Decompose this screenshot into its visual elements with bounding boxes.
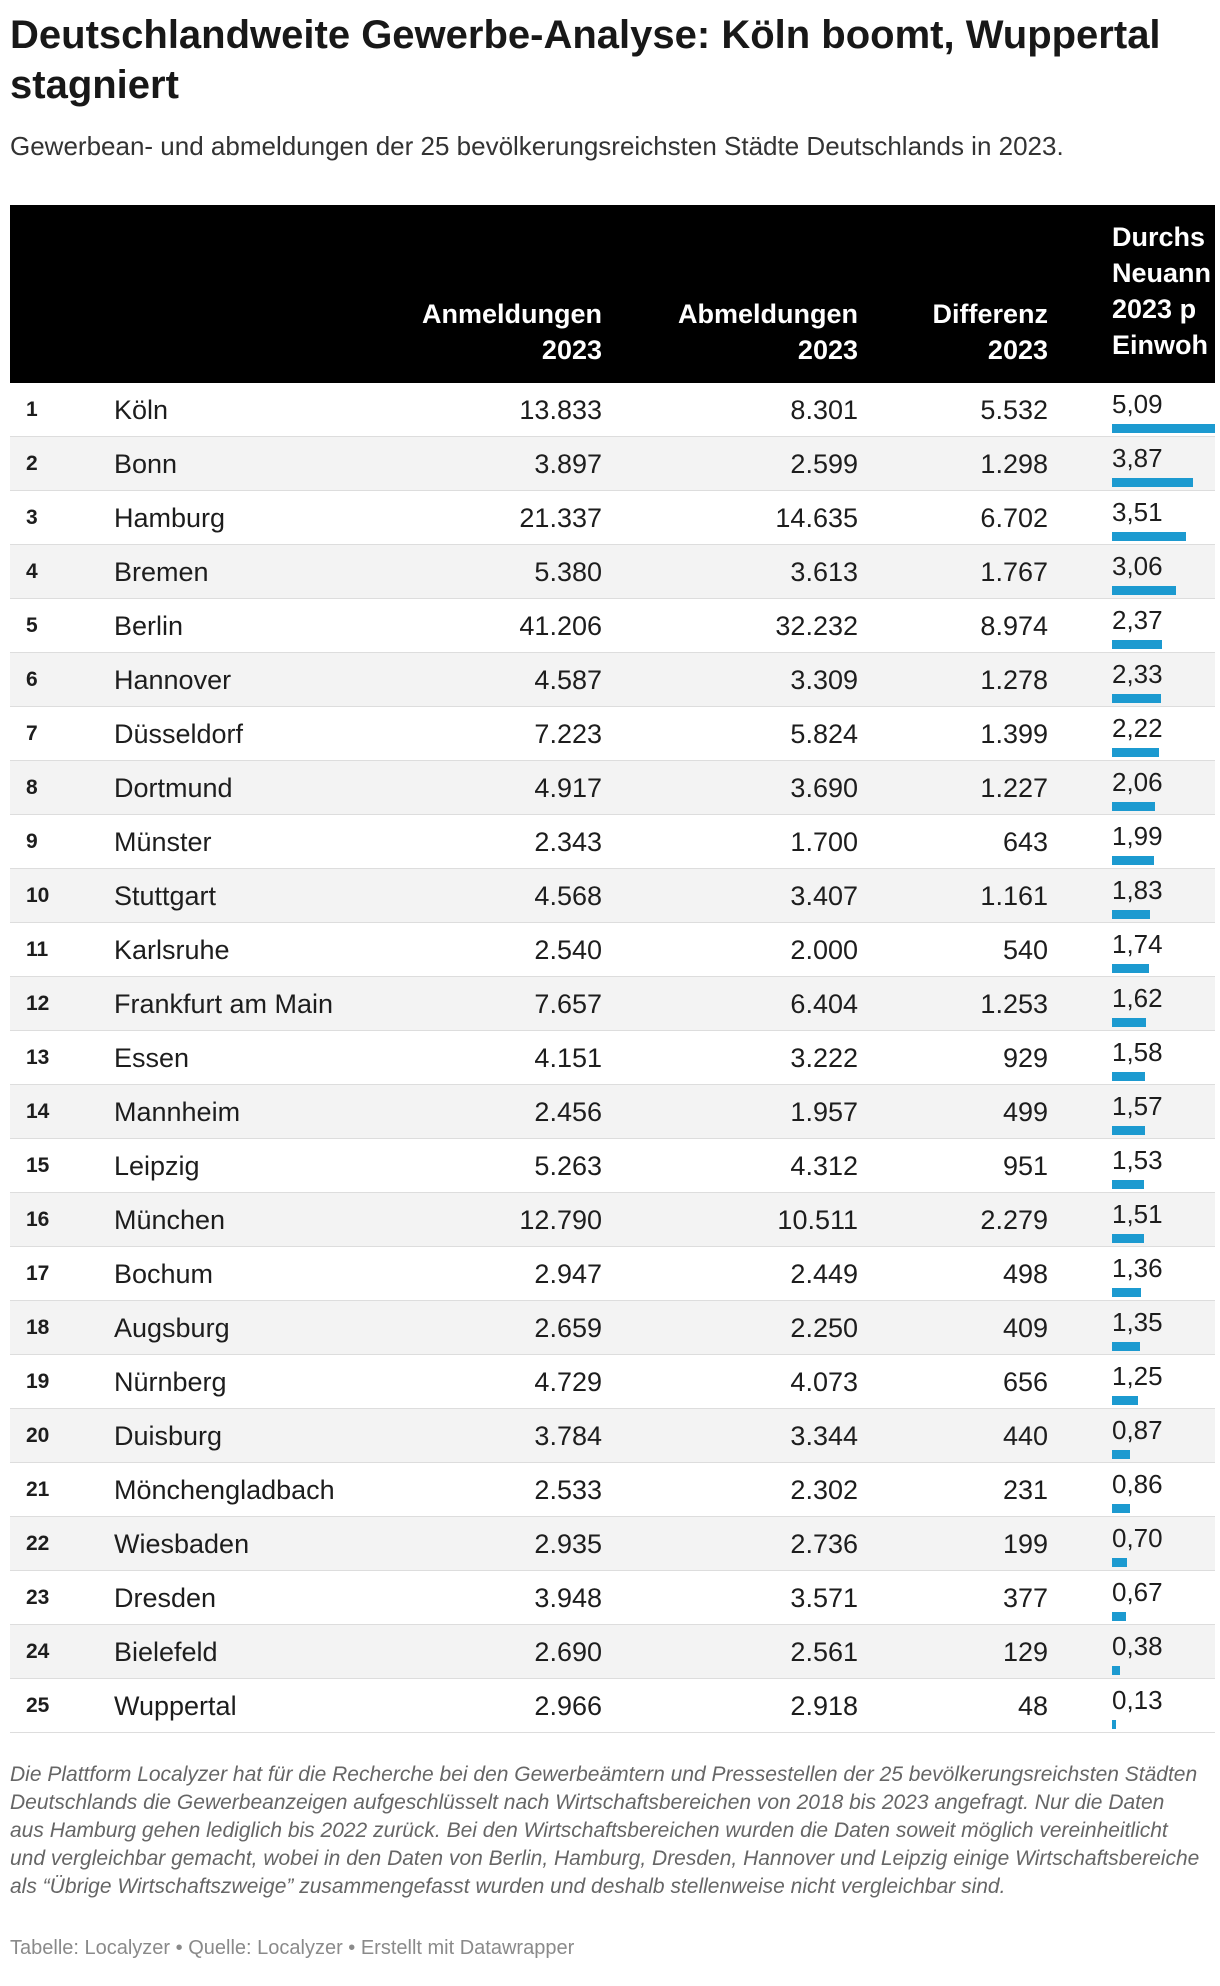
- neuanmeldungen-cell: [1112, 707, 1215, 760]
- city-name: Augsburg: [114, 1313, 230, 1343]
- neuanmeldungen-value: 1,25: [1112, 1361, 1163, 1391]
- rank-label: 21: [26, 1478, 50, 1501]
- anmeldungen-value: 3.948: [534, 1583, 602, 1613]
- abmeldungen-value: 2.736: [790, 1529, 858, 1559]
- neuanmeldungen-bar: [1112, 640, 1162, 649]
- neuanmeldungen-cell: [1112, 1355, 1215, 1408]
- abmeldungen-value: 8.301: [790, 395, 858, 425]
- differenz-value: 951: [1002, 1151, 1048, 1181]
- table-row: [10, 923, 1215, 977]
- neuanmeldungen-value: 0,87: [1112, 1415, 1163, 1445]
- neuanmeldungen-bar: [1112, 1666, 1120, 1675]
- neuanmeldungen-value: 1,83: [1112, 875, 1163, 905]
- city-name: Stuttgart: [114, 881, 217, 911]
- city-name: Berlin: [114, 611, 184, 641]
- neuanmeldungen-cell: [1112, 545, 1215, 598]
- rank-label: 15: [26, 1154, 50, 1177]
- abmeldungen-value: 2.250: [790, 1313, 858, 1343]
- neuanmeldungen-cell: [1112, 1517, 1215, 1570]
- table-row: [10, 1193, 1215, 1247]
- neuanmeldungen-bar: [1112, 1720, 1116, 1729]
- neuanmeldungen-value: 0,38: [1112, 1631, 1163, 1661]
- table-row: [10, 1463, 1215, 1517]
- city-name: Mannheim: [114, 1097, 241, 1127]
- neuanmeldungen-bar: [1112, 856, 1154, 865]
- neuanmeldungen-bar: [1112, 1288, 1141, 1297]
- anmeldungen-value: 5.263: [534, 1151, 602, 1181]
- differenz-value: 498: [1002, 1259, 1048, 1289]
- data-table: [10, 205, 1215, 1733]
- neuanmeldungen-cell: [1112, 1193, 1215, 1246]
- anmeldungen-value: 2.659: [534, 1313, 602, 1343]
- neuanmeldungen-bar: [1112, 1234, 1144, 1243]
- neuanmeldungen-cell: [1112, 491, 1215, 544]
- rank-label: 10: [26, 884, 50, 907]
- abmeldungen-value: 3.571: [790, 1583, 858, 1613]
- abmeldungen-value: 10.511: [777, 1205, 858, 1235]
- table-row: [10, 1679, 1215, 1733]
- table-row: [10, 437, 1215, 491]
- rank-label: 5: [26, 614, 38, 637]
- neuanmeldungen-bar: [1112, 1342, 1140, 1351]
- neuanmeldungen-cell: [1112, 1301, 1215, 1354]
- rank-label: 19: [26, 1370, 50, 1393]
- table-row: [10, 815, 1215, 869]
- anmeldungen-value: 4.587: [534, 665, 602, 695]
- rank-label: 22: [26, 1532, 50, 1555]
- neuanmeldungen-value: 1,57: [1112, 1091, 1163, 1121]
- differenz-value: 1.278: [980, 665, 1048, 695]
- table-row: [10, 1085, 1215, 1139]
- anmeldungen-value: 13.833: [519, 395, 602, 425]
- rank-label: 17: [26, 1262, 50, 1285]
- city-name: Dortmund: [114, 773, 233, 803]
- table-row: [10, 1355, 1215, 1409]
- differenz-value: 1.227: [980, 773, 1048, 803]
- neuanmeldungen-value: 3,06: [1112, 551, 1163, 581]
- anmeldungen-value: 2.966: [534, 1691, 602, 1721]
- differenz-value: 231: [1002, 1475, 1048, 1505]
- neuanmeldungen-cell: [1112, 815, 1215, 868]
- neuanmeldungen-value: 0,70: [1112, 1523, 1163, 1553]
- rank-label: 14: [26, 1100, 50, 1123]
- neuanmeldungen-value: 2,22: [1112, 713, 1163, 743]
- neuanmeldungen-bar: [1112, 1450, 1130, 1459]
- table-row: [10, 1625, 1215, 1679]
- header-neuanmeldungen[interactable]: Durchs Neuann 2023 p Einwoh: [1112, 222, 1212, 360]
- chart-footer: Tabelle: Localyzer • Quelle: Localyzer • Erstellt mit Datawrapper: [10, 1937, 575, 1959]
- differenz-value: 499: [1002, 1097, 1048, 1127]
- neuanmeldungen-cell: [1112, 1031, 1215, 1084]
- abmeldungen-value: 3.613: [790, 557, 858, 587]
- abmeldungen-value: 3.344: [790, 1421, 858, 1451]
- neuanmeldungen-value: 2,33: [1112, 659, 1163, 689]
- table-row: [10, 1517, 1215, 1571]
- differenz-value: 409: [1002, 1313, 1048, 1343]
- neuanmeldungen-cell: [1112, 1625, 1215, 1678]
- rank-label: 8: [26, 776, 38, 799]
- rank-label: 25: [26, 1694, 50, 1717]
- anmeldungen-value: 7.223: [534, 719, 602, 749]
- city-name: Frankfurt am Main: [114, 989, 334, 1019]
- neuanmeldungen-value: 0,13: [1112, 1685, 1163, 1715]
- abmeldungen-value: 4.073: [790, 1367, 858, 1397]
- city-name: Wuppertal: [114, 1691, 237, 1721]
- rank-label: 1: [26, 398, 38, 421]
- rank-label: 6: [26, 668, 38, 691]
- neuanmeldungen-bar: [1112, 424, 1215, 433]
- neuanmeldungen-value: 1,35: [1112, 1307, 1163, 1337]
- neuanmeldungen-cell: [1112, 1085, 1215, 1138]
- neuanmeldungen-value: 1,62: [1112, 983, 1163, 1013]
- neuanmeldungen-bar: [1112, 694, 1161, 703]
- neuanmeldungen-value: 1,53: [1112, 1145, 1163, 1175]
- city-name: Bochum: [114, 1259, 214, 1289]
- rank-label: 23: [26, 1586, 50, 1609]
- table-row: [10, 1301, 1215, 1355]
- city-name: Hamburg: [114, 503, 226, 533]
- neuanmeldungen-bar: [1112, 478, 1193, 487]
- neuanmeldungen-bar: [1112, 964, 1149, 973]
- anmeldungen-value: 3.897: [534, 449, 602, 479]
- abmeldungen-value: 2.449: [790, 1259, 858, 1289]
- differenz-value: 129: [1002, 1637, 1048, 1667]
- city-name: Leipzig: [114, 1151, 200, 1181]
- neuanmeldungen-bar: [1112, 1612, 1126, 1621]
- rank-label: 9: [26, 830, 38, 853]
- table-row: [10, 545, 1215, 599]
- differenz-value: 1.767: [980, 557, 1048, 587]
- chart-title: Deutschlandweite Gewerbe-Analyse: Köln boomt, Wuppertal stagniert: [10, 13, 1161, 107]
- table-row: [10, 599, 1215, 653]
- city-name: Düsseldorf: [114, 719, 244, 749]
- city-name: Köln: [114, 395, 169, 425]
- city-name: Bonn: [114, 449, 178, 479]
- differenz-value: 540: [1002, 935, 1048, 965]
- neuanmeldungen-value: 1,51: [1112, 1199, 1163, 1229]
- table-header: [10, 205, 1215, 383]
- table-row: [10, 491, 1215, 545]
- differenz-value: 48: [1017, 1691, 1048, 1721]
- header-differenz[interactable]: Differenz 2023: [932, 299, 1048, 365]
- city-name: Duisburg: [114, 1421, 223, 1451]
- anmeldungen-value: 4.151: [534, 1043, 602, 1073]
- rank-label: 11: [26, 938, 49, 961]
- anmeldungen-value: 4.917: [534, 773, 602, 803]
- neuanmeldungen-cell: [1112, 923, 1215, 976]
- neuanmeldungen-bar: [1112, 1180, 1144, 1189]
- abmeldungen-value: 14.635: [775, 503, 858, 533]
- table-body: [10, 383, 1215, 1733]
- neuanmeldungen-bar: [1112, 1504, 1130, 1513]
- neuanmeldungen-value: 1,99: [1112, 821, 1163, 851]
- differenz-value: 1.161: [980, 881, 1048, 911]
- table-row: [10, 761, 1215, 815]
- differenz-value: 1.298: [980, 449, 1048, 479]
- neuanmeldungen-bar: [1112, 1126, 1145, 1135]
- differenz-value: 929: [1002, 1043, 1048, 1073]
- neuanmeldungen-bar: [1112, 1018, 1146, 1027]
- abmeldungen-value: 2.918: [790, 1691, 858, 1721]
- rank-label: 24: [26, 1640, 50, 1663]
- differenz-value: 199: [1002, 1529, 1048, 1559]
- abmeldungen-value: 1.957: [790, 1097, 858, 1127]
- neuanmeldungen-bar: [1112, 586, 1176, 595]
- city-name: Nürnberg: [114, 1367, 227, 1397]
- neuanmeldungen-bar: [1112, 532, 1186, 541]
- anmeldungen-value: 2.533: [534, 1475, 602, 1505]
- abmeldungen-value: 1.700: [790, 827, 858, 857]
- neuanmeldungen-cell: [1112, 599, 1215, 652]
- table-row: [10, 653, 1215, 707]
- neuanmeldungen-bar: [1112, 1558, 1127, 1567]
- city-name: Karlsruhe: [114, 935, 230, 965]
- neuanmeldungen-bar: [1112, 1396, 1138, 1405]
- anmeldungen-value: 12.790: [519, 1205, 602, 1235]
- city-name: Bremen: [114, 557, 209, 587]
- table-row: [10, 383, 1215, 437]
- abmeldungen-value: 2.302: [790, 1475, 858, 1505]
- abmeldungen-value: 2.599: [790, 449, 858, 479]
- city-name: Essen: [114, 1043, 190, 1073]
- neuanmeldungen-value: 1,36: [1112, 1253, 1163, 1283]
- abmeldungen-value: 3.407: [790, 881, 858, 911]
- rank-label: 4: [26, 560, 38, 583]
- table-row: [10, 1247, 1215, 1301]
- abmeldungen-value: 5.824: [790, 719, 858, 749]
- anmeldungen-value: 2.947: [534, 1259, 602, 1289]
- abmeldungen-value: 3.309: [790, 665, 858, 695]
- rank-label: 2: [26, 452, 38, 475]
- neuanmeldungen-bar: [1112, 802, 1155, 811]
- neuanmeldungen-cell: [1112, 1463, 1215, 1516]
- neuanmeldungen-value: 1,74: [1112, 929, 1163, 959]
- neuanmeldungen-value: 2,37: [1112, 605, 1163, 635]
- anmeldungen-value: 2.690: [534, 1637, 602, 1667]
- differenz-value: 440: [1002, 1421, 1048, 1451]
- anmeldungen-value: 21.337: [519, 503, 602, 533]
- neuanmeldungen-value: 3,87: [1112, 443, 1163, 473]
- city-name: Bielefeld: [114, 1637, 218, 1667]
- differenz-value: 1.399: [980, 719, 1048, 749]
- city-name: Dresden: [114, 1583, 217, 1613]
- differenz-value: 643: [1002, 827, 1048, 857]
- rank-label: 7: [26, 722, 38, 745]
- anmeldungen-value: 7.657: [534, 989, 602, 1019]
- rank-label: 18: [26, 1316, 50, 1339]
- anmeldungen-value: 2.343: [534, 827, 602, 857]
- table-row: [10, 1409, 1215, 1463]
- neuanmeldungen-value: 0,86: [1112, 1469, 1163, 1499]
- anmeldungen-value: 3.784: [534, 1421, 602, 1451]
- table-row: [10, 1139, 1215, 1193]
- abmeldungen-value: 2.000: [790, 935, 858, 965]
- anmeldungen-value: 5.380: [534, 557, 602, 587]
- table-row: [10, 707, 1215, 761]
- neuanmeldungen-cell: [1112, 1679, 1215, 1732]
- neuanmeldungen-bar: [1112, 748, 1159, 757]
- neuanmeldungen-cell: [1112, 1247, 1215, 1300]
- abmeldungen-value: 6.404: [790, 989, 858, 1019]
- neuanmeldungen-value: 2,06: [1112, 767, 1163, 797]
- neuanmeldungen-cell: [1112, 1139, 1215, 1192]
- neuanmeldungen-cell: [1112, 437, 1215, 490]
- neuanmeldungen-cell: [1112, 869, 1215, 922]
- neuanmeldungen-bar: [1112, 1072, 1145, 1081]
- anmeldungen-value: 4.729: [534, 1367, 602, 1397]
- differenz-value: 377: [1002, 1583, 1048, 1613]
- neuanmeldungen-cell: [1112, 1571, 1215, 1624]
- differenz-value: 656: [1002, 1367, 1048, 1397]
- neuanmeldungen-cell: [1112, 761, 1215, 814]
- anmeldungen-value: 2.935: [534, 1529, 602, 1559]
- rank-label: 12: [26, 992, 50, 1015]
- differenz-value: 6.702: [980, 503, 1048, 533]
- abmeldungen-value: 3.222: [790, 1043, 858, 1073]
- table-row: [10, 1031, 1215, 1085]
- neuanmeldungen-value: 3,51: [1112, 497, 1163, 527]
- chart-notes: Die Plattform Localyzer hat für die Recherche bei den Gewerbeämtern und Pressestellen der 25 bevölkerungsreichsten Städten Deutschlands die Gewerbeanzeigen aufgeschlüsselt nach Wirtschaftsbereichen von 2018 bis 2023 angefragt. Nur die Daten aus Hamburg gehen lediglich bis 2022 zurück. Bei den Wirtschaftsbereichen wurden die Daten soweit möglich vereinheitlicht und vergleichbar gemacht, wobei in den Daten von Berlin, Hamburg, Dresden, Hannover und Leipzig einige Wirtschaftsbereiche als “Übrige Wirtschaftszweige” zusammengefasst wurden und deshalb stellenweise nicht vergleichbar sind.: [10, 1763, 1200, 1898]
- neuanmeldungen-cell: [1112, 653, 1215, 706]
- abmeldungen-value: 32.232: [775, 611, 858, 641]
- differenz-value: 5.532: [980, 395, 1048, 425]
- header-abmeldungen[interactable]: Abmeldungen 2023: [678, 299, 858, 365]
- neuanmeldungen-cell: [1112, 977, 1215, 1030]
- city-name: Münster: [114, 827, 212, 857]
- anmeldungen-value: 2.540: [534, 935, 602, 965]
- anmeldungen-value: 41.206: [519, 611, 602, 641]
- differenz-value: 1.253: [980, 989, 1048, 1019]
- neuanmeldungen-bar: [1112, 910, 1150, 919]
- table-row: [10, 977, 1215, 1031]
- chart-container: [10, 0, 1215, 1986]
- neuanmeldungen-cell: [1112, 1409, 1215, 1462]
- city-name: Wiesbaden: [114, 1529, 250, 1559]
- anmeldungen-value: 2.456: [534, 1097, 602, 1127]
- neuanmeldungen-cell: [1112, 383, 1215, 436]
- abmeldungen-value: 4.312: [790, 1151, 858, 1181]
- header-anmeldungen[interactable]: Anmeldungen 2023: [422, 299, 602, 365]
- rank-label: 13: [26, 1046, 50, 1069]
- neuanmeldungen-value: 1,58: [1112, 1037, 1163, 1067]
- neuanmeldungen-value: 5,09: [1112, 389, 1163, 419]
- rank-label: 16: [26, 1208, 50, 1231]
- differenz-value: 2.279: [980, 1205, 1048, 1235]
- city-name: Mönchengladbach: [114, 1475, 335, 1505]
- table-row: [10, 1571, 1215, 1625]
- chart-subtitle: Gewerbean- und abmeldungen der 25 bevölkerungsreichsten Städte Deutschlands in 2023.: [10, 131, 1064, 161]
- rank-label: 3: [26, 506, 38, 529]
- city-name: Hannover: [114, 665, 232, 695]
- city-name: München: [114, 1205, 226, 1235]
- anmeldungen-value: 4.568: [534, 881, 602, 911]
- rank-label: 20: [26, 1424, 50, 1447]
- table-row: [10, 869, 1215, 923]
- abmeldungen-value: 2.561: [790, 1637, 858, 1667]
- neuanmeldungen-value: 0,67: [1112, 1577, 1163, 1607]
- differenz-value: 8.974: [980, 611, 1048, 641]
- abmeldungen-value: 3.690: [790, 773, 858, 803]
